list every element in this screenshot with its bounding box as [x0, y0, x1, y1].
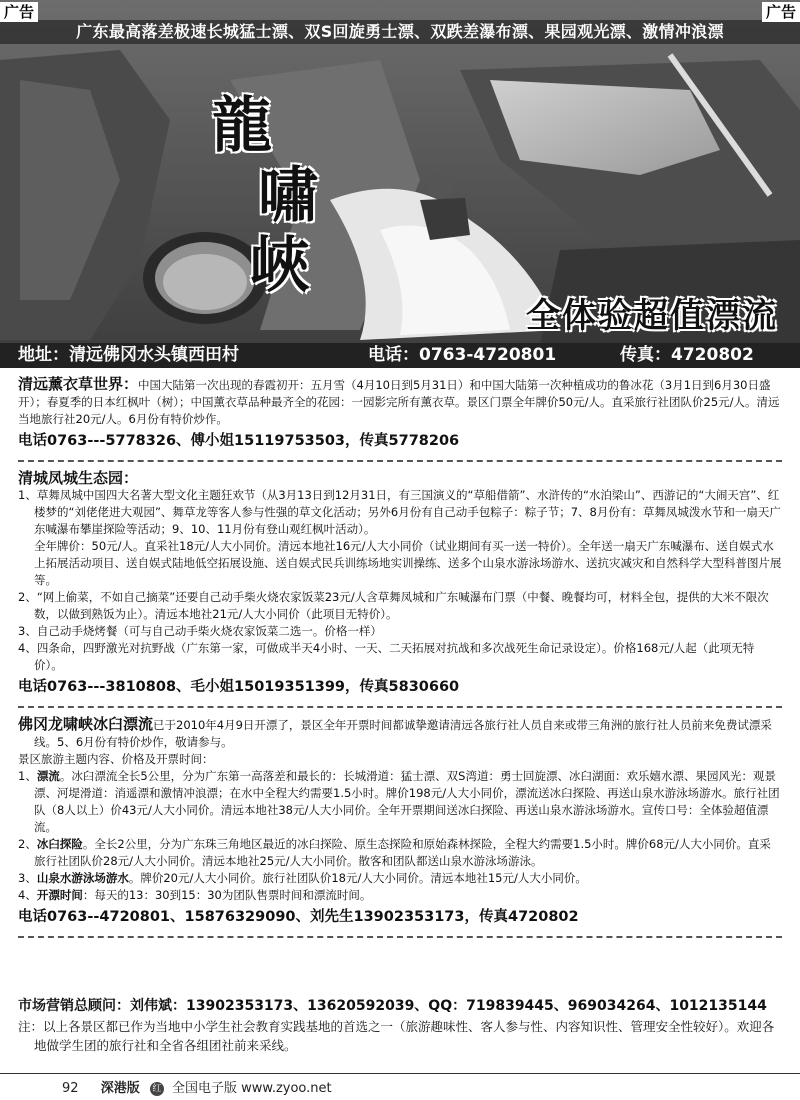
footer-rule: [0, 1073, 800, 1074]
item-label: 开漂时间: [36, 888, 83, 902]
longxiao-title: 佛冈龙啸峡冰臼漂流: [18, 715, 154, 733]
item-text: 。冰臼漂流全长5公里，分为广东第一高落差和最长的：长城滑道：猛士漂、双S湾道：勇士回旋漂、冰臼湖面：欢乐嬉水漂、果园风光：观景漂、河堤滑道：消遥漂和激情冲浪漂；在水中全程大约需要1.5小时。牌价198元/人大小同价，漂流送冰臼探险、再送山泉水游泳场游水。旅行社团队（8人以上）价43元/人大小同价。清远本地社38元/人大小同价。全年开票期间送冰臼探险、再送山泉水游泳场游水。宣传口号：全体验超值漂流。: [34, 769, 780, 834]
section-qingcheng: [18, 470, 782, 697]
tel-text: 电话：0763-4720801: [368, 345, 557, 365]
title-char-xia: 峽: [250, 231, 310, 301]
lavender-body: 中国大陆第一次出现的春霞初开：五月雪（4月10日到5月31日）和中国大陆第一次种植成功的鲁冰花（3月1日到6月30日盛开）；春夏季的日本红枫叶（树）；中国薰衣草品种最齐全的花园：一园影完所有薰衣草。景区门票全年牌价50元/人。直采旅行社团队价25元/人。清远当地旅行社20元/人。6月份有特价炒作。: [18, 378, 780, 426]
address-bar: [0, 343, 800, 368]
divider: [18, 936, 782, 938]
list-item: 4、四条命，四野激光对抗野战（广东第一家，可做成半天4小时、一天、二天拓展对抗战和多次战死生命记录设定）。价格168元/人起（此项无特价）。: [18, 641, 755, 672]
ad-label-left: 广告: [0, 2, 38, 22]
qingcheng-item1-price: 全年牌价：50元/人。直采社18元/人大小同价。清远本地社16元/人大小同价（试业期间有买一送一特价）。全年送一扇天广东喊瀑布、送自娱式水上拓展活动项目、送自娱式陆地低空拓展设施、送自娱式民兵训练场地实训操练、送多个山泉水游泳场游水、送抗灾减灾和自然科学大型科普图片展等。: [34, 539, 782, 587]
list-item: 2、冰臼探险。全长2公里，分为广东珠三角地区最近的冰臼探险、原生态探险和原始森林探险，全程大约需要1.5小时。牌价68元/人大小同价。直采旅行社团队价28元/人大小同价。清远本地社25元/人大小同价。散客和团队都送山泉水游泳场游泳。: [18, 837, 771, 868]
list-item: 3、山泉水游泳场游水。牌价20元/人大小同价。旅行社团队价18元/人大小同价。清远本地社15元/人大小同价。: [18, 871, 587, 885]
item-text: 。全长2公里，分为广东珠三角地区最近的冰臼探险、原生态探险和原始森林探险，全程大约需要1.5小时。牌价68元/人大小同价。直采旅行社团队价28元/人大小同价。清远本地社25元/人大小同价。散客和团队都送山泉水游泳场游泳。: [34, 837, 771, 868]
ad-label-right: 广告: [762, 2, 800, 22]
item-text: 。牌价20元/人大小同价。旅行社团队价18元/人大小同价。清远本地社15元/人大小同价。: [128, 871, 587, 885]
list-item: 4、开漂时间：每天的13：30到15：30为团队售票时间和漂流时间。: [18, 888, 372, 902]
item-label: 漂流: [36, 769, 60, 783]
qingcheng-phone: 电话0763---3810808、毛小姐15019351399，传真5830660: [18, 679, 460, 695]
page-footer: [62, 1080, 332, 1098]
divider: [18, 706, 782, 708]
bottom-info: [18, 995, 782, 1055]
longxiao-phone: 电话0763--4720801、15876329090、刘先生13902353173，传真4720802: [18, 909, 579, 925]
list-item: 2、“网上偷菜，不如自己摘菜”还要自己动手柴火烧农家饭菜23元/人含草舞凤城和广东喊瀑布门票（中餐、晚餐均可，材料全包，提供的大米不限次数，以做到熟饭为止）。清远本地社21元/人大小同价（此项目无特价）。: [18, 590, 769, 621]
item-label: 冰臼探险: [36, 837, 83, 851]
fax-text: 传真：4720802: [620, 345, 754, 365]
divider: [18, 460, 782, 462]
item-label: 山泉水游泳场游水: [36, 871, 129, 885]
list-item: 1、漂流。冰臼漂流全长5公里，分为广东第一高落差和最长的：长城滑道：猛士漂、双S湾道：勇士回旋漂、冰臼湖面：欢乐嬉水漂、果园风光：观景漂、河堤滑道：消遥漂和激情冲浪漂；在水中全程大约需要1.5小时。牌价198元/人大小同价，漂流送冰臼探险、再送山泉水游泳场游水。旅行社团队（8人以上）价43元/人大小同价。清远本地社38元/人大小同价。全年开票期间送冰臼探险、再送山泉水游泳场游水。宣传口号：全体验超值漂流。: [18, 769, 780, 834]
qingcheng-title: 清城凤城生态园：: [18, 469, 139, 487]
edition-label: 深港版: [100, 1081, 140, 1096]
list-item: 1、草舞凤城中国四大名著大型文化主题狂欢节（从3月13日到12月31日，有三国演义的“草船借箭”、水浒传的“水泊梁山”、西游记的“大闹天宫”、红楼梦的“刘佬佬进大观园”、舞草龙等客人参与性强的草文化活动；另外6月份有自己动手包粽子：粽子节；7、8月份有：草舞凤城泼水节和一扇天广东喊瀑布攀崖探险等活动；9、10、11月份有登山观红枫叶活动）。: [18, 488, 781, 536]
title-char-long: 龍: [212, 91, 272, 161]
list-item: 3、自己动手烧烤餐（可与自己动手柴火烧农家饭菜二选一。价格一样）: [18, 624, 382, 638]
lavender-title: 清远薰衣草世界：: [18, 375, 139, 393]
hero-tagline: 广东最高落差极速长城猛士漂、双S回旋勇士漂、双跌差瀑布漂、果园观光漂、激情冲浪漂: [0, 20, 800, 44]
hero-banner: [0, 0, 800, 368]
title-char-xiao: 嘯: [258, 161, 318, 231]
item-text: ：每天的13：30到15：30为团队售票时间和漂流时间。: [82, 888, 372, 902]
section-longxiao: [18, 716, 782, 927]
hero-slogan: 全体验超值漂流: [526, 296, 778, 336]
longxiao-subhead: 景区旅游主题内容、价格及开票时间：: [18, 752, 214, 766]
website-link[interactable]: 全国电子版 www.zyoo.net: [171, 1081, 332, 1096]
footnote: 注：以上各景区都已作为当地中小学生社会教育实践基地的首选之一（旅游趣味性、客人参与性、内容知识性、管理安全性较好）。欢迎各地做学生团的旅行社和全省各组团社前来采线。: [18, 1019, 775, 1053]
lavender-phone: 电话0763---5778326、傅小姐15119753503，传真5778206: [18, 433, 460, 449]
marketing-consultant: 市场营销总顾问：刘伟斌：13902353173、13620592039、QQ：719839445、969034264、1012135144: [18, 998, 767, 1014]
hong-logo-icon: 红: [150, 1082, 164, 1096]
page-number: 92: [62, 1081, 79, 1096]
section-lavender: [18, 376, 782, 451]
content: [18, 376, 782, 946]
longxiao-intro: 已于2010年4月9日开漂了，景区全年开票时间都诚挚邀请清远各旅行社人员自来或带三角洲的旅行社人员前来免费试漂采线。5、6月份有特价炒作，敬请参与。: [34, 718, 772, 749]
address-text: 地址：清远佛冈水头镇西田村: [18, 345, 239, 365]
